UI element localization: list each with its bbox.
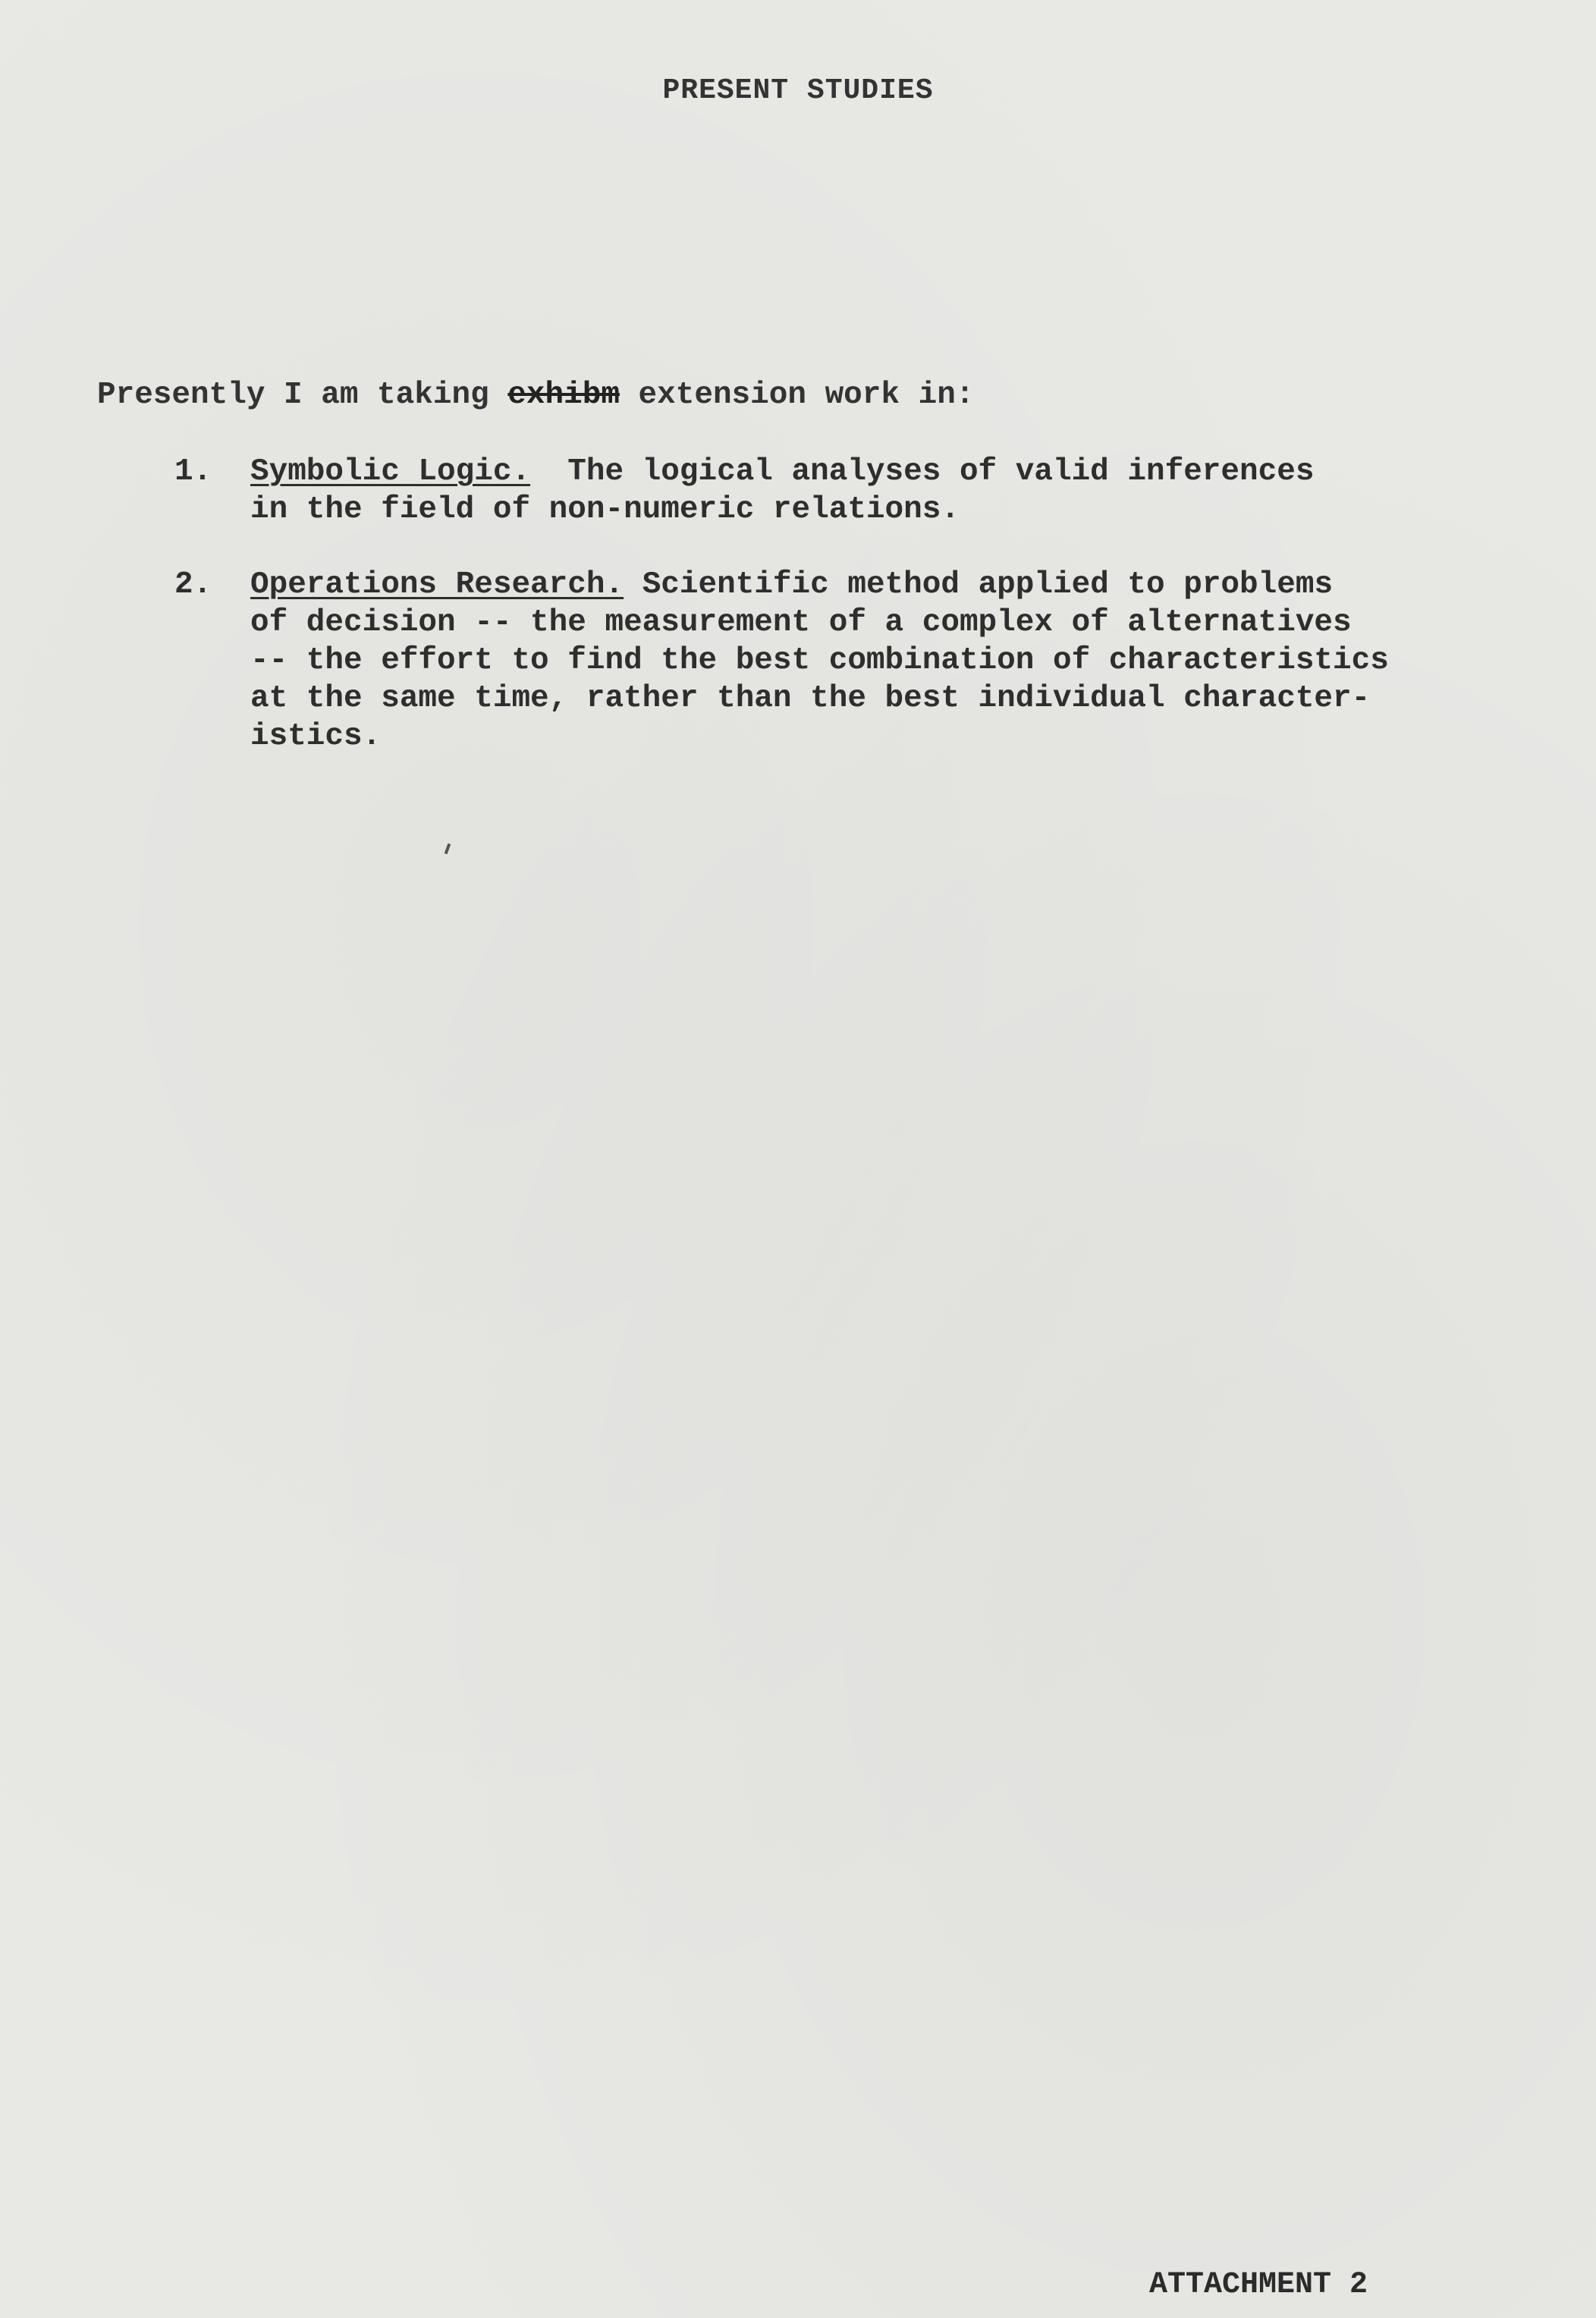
list-item-line: of decision -- the measurement of a complex of alternatives xyxy=(250,605,1352,640)
list-item-body xyxy=(250,566,1502,755)
list-item-line: in the field of non-numeric relations. xyxy=(250,492,960,527)
list-item-number: 2. xyxy=(174,567,212,602)
list-item-line xyxy=(250,566,1502,604)
page-title: PRESENT STUDIES xyxy=(662,74,934,107)
list-item-heading: Symbolic Logic. xyxy=(250,454,531,489)
list-item-line: -- the effort to find the best combination of characteristics xyxy=(250,643,1389,678)
list-item-text: Scientific method applied to problems xyxy=(624,567,1334,602)
intro-text-before: Presently I am taking xyxy=(97,378,508,413)
list-item-line: istics. xyxy=(250,719,382,754)
list-item-line xyxy=(250,453,1502,491)
attachment-label: ATTACHMENT 2 xyxy=(1149,2268,1368,2302)
intro-text-after: extension work in: xyxy=(619,378,975,413)
list-item-number: 1. xyxy=(174,454,212,489)
list-item-text: The logical analyses of valid inferences xyxy=(530,454,1315,489)
list-item-line: at the same time, rather than the best individual character- xyxy=(250,681,1371,716)
list-item-body xyxy=(250,453,1502,529)
intro-paragraph xyxy=(97,378,974,413)
paper-speck xyxy=(445,843,451,855)
list-item-heading: Operations Research. xyxy=(250,567,624,602)
struck-out-word: exhibm xyxy=(507,378,620,413)
